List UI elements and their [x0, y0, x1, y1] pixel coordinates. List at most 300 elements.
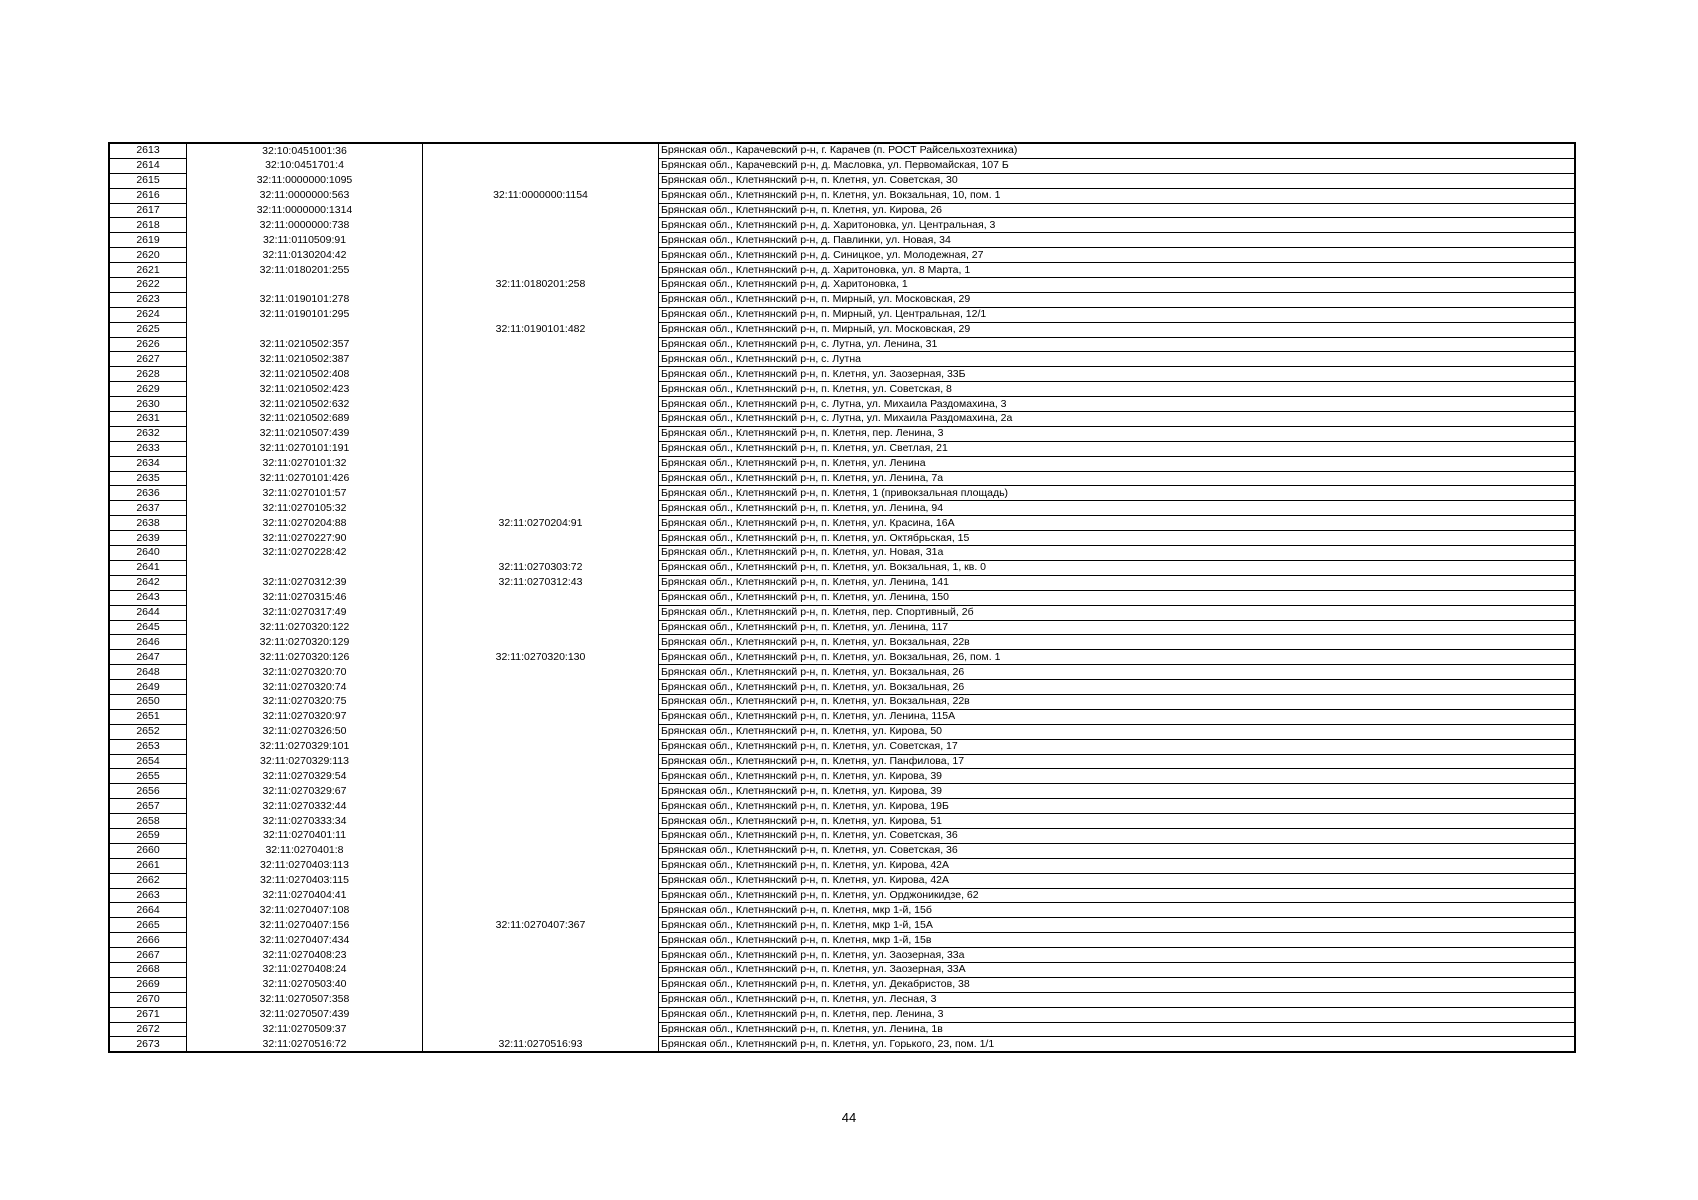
row-number-cell: 2661: [110, 858, 187, 873]
table-row: [110, 828, 1575, 843]
linked-cadastral-number-cell: [423, 397, 659, 412]
row-number-cell: 2643: [110, 590, 187, 605]
row-number-cell: 2625: [110, 322, 187, 337]
linked-cadastral-number-cell: [423, 962, 659, 977]
address-cell: Брянская обл., Клетнянский р-н, п. Мирный, ул. Московская, 29: [659, 292, 1575, 307]
table-row: [110, 769, 1575, 784]
linked-cadastral-number-cell: [423, 888, 659, 903]
row-number-cell: 2634: [110, 456, 187, 471]
row-number-cell: 2669: [110, 977, 187, 992]
cadastral-number-cell: 32:11:0270507:358: [187, 992, 423, 1007]
table-row: [110, 263, 1575, 278]
row-number-cell: 2654: [110, 754, 187, 769]
address-cell: Брянская обл., Клетнянский р-н, п. Клетня, ул. Ленина, 94: [659, 501, 1575, 516]
table-row: [110, 888, 1575, 903]
address-cell: Брянская обл., Клетнянский р-н, п. Клетня, ул. Ленина, 115А: [659, 709, 1575, 724]
linked-cadastral-number-cell: [423, 203, 659, 218]
address-cell: Брянская обл., Клетнянский р-н, п. Клетня, ул. Советская, 17: [659, 739, 1575, 754]
row-number-cell: 2639: [110, 531, 187, 546]
cadastral-number-cell: 32:11:0210502:357: [187, 337, 423, 352]
address-cell: Брянская обл., Клетнянский р-н, п. Клетня, ул. Декабристов, 38: [659, 977, 1575, 992]
table-row: [110, 873, 1575, 888]
linked-cadastral-number-cell: [423, 1007, 659, 1022]
row-number-cell: 2628: [110, 367, 187, 382]
address-cell: Брянская обл., Клетнянский р-н, п. Клетня, пер. Ленина, 3: [659, 1007, 1575, 1022]
table-row: [110, 903, 1575, 918]
linked-cadastral-number-cell: 32:11:0270204:91: [423, 516, 659, 531]
linked-cadastral-number-cell: [423, 248, 659, 263]
address-cell: Брянская обл., Клетнянский р-н, п. Клетня, ул. Кирова, 50: [659, 724, 1575, 739]
linked-cadastral-number-cell: [423, 873, 659, 888]
address-cell: Брянская обл., Клетнянский р-н, п. Клетня, ул. Кирова, 51: [659, 814, 1575, 829]
table-row: [110, 590, 1575, 605]
table-row: [110, 1007, 1575, 1022]
cadastral-number-cell: 32:11:0270332:44: [187, 799, 423, 814]
cadastral-number-cell: 32:11:0270329:113: [187, 754, 423, 769]
row-number-cell: 2645: [110, 620, 187, 635]
cadastral-number-cell: 32:11:0210502:689: [187, 412, 423, 427]
cadastral-number-cell: 32:11:0210502:632: [187, 397, 423, 412]
address-cell: Брянская обл., Клетнянский р-н, п. Клетня, ул. Заозерная, 33Б: [659, 367, 1575, 382]
cadastral-number-cell: 32:10:0451701:4: [187, 158, 423, 173]
table-row: [110, 680, 1575, 695]
address-cell: Брянская обл., Клетнянский р-н, п. Клетня, ул. Советская, 8: [659, 382, 1575, 397]
table-row: [110, 322, 1575, 337]
table-row: [110, 858, 1575, 873]
table-row: [110, 307, 1575, 322]
table-row: [110, 560, 1575, 575]
cadastral-number-cell: 32:11:0270333:34: [187, 814, 423, 829]
table-row: [110, 337, 1575, 352]
row-number-cell: 2671: [110, 1007, 187, 1022]
linked-cadastral-number-cell: [423, 1022, 659, 1037]
table-row: [110, 501, 1575, 516]
table-row: [110, 188, 1575, 203]
address-cell: Брянская обл., Клетнянский р-н, п. Клетня, ул. Вокзальная, 1, кв. 0: [659, 560, 1575, 575]
cadastral-number-cell: 32:11:0110509:91: [187, 233, 423, 248]
cadastral-number-cell: 32:11:0270407:434: [187, 933, 423, 948]
address-cell: Брянская обл., Клетнянский р-н, п. Клетня, ул. Заозерная, 33а: [659, 948, 1575, 963]
cadastral-number-cell: 32:11:0270320:70: [187, 665, 423, 680]
address-cell: Брянская обл., Клетнянский р-н, п. Клетня, ул. Октябрьская, 15: [659, 531, 1575, 546]
cadastral-number-cell: 32:11:0190101:295: [187, 307, 423, 322]
row-number-cell: 2660: [110, 843, 187, 858]
row-number-cell: 2630: [110, 397, 187, 412]
address-cell: Брянская обл., Клетнянский р-н, п. Клетня, ул. Горького, 23, пом. 1/1: [659, 1037, 1575, 1052]
linked-cadastral-number-cell: [423, 352, 659, 367]
cadastral-number-cell: 32:11:0270317:49: [187, 605, 423, 620]
row-number-cell: 2657: [110, 799, 187, 814]
table-row: [110, 486, 1575, 501]
cadastral-number-cell: 32:11:0000000:738: [187, 218, 423, 233]
table-row: [110, 144, 1575, 159]
cadastral-number-cell: 32:11:0130204:42: [187, 248, 423, 263]
address-cell: Брянская обл., Клетнянский р-н, с. Лутна, ул. Ленина, 31: [659, 337, 1575, 352]
linked-cadastral-number-cell: [423, 903, 659, 918]
address-cell: Брянская обл., Клетнянский р-н, п. Мирный, ул. Московская, 29: [659, 322, 1575, 337]
table-row: [110, 605, 1575, 620]
table-row: [110, 799, 1575, 814]
cadastral-number-cell: 32:11:0270204:88: [187, 516, 423, 531]
cadastral-number-cell: 32:11:0270320:74: [187, 680, 423, 695]
cadastral-number-cell: 32:11:0270326:50: [187, 724, 423, 739]
address-cell: Брянская обл., Клетнянский р-н, п. Клетня, ул. Кирова, 26: [659, 203, 1575, 218]
linked-cadastral-number-cell: [423, 680, 659, 695]
table-row: [110, 471, 1575, 486]
row-number-cell: 2635: [110, 471, 187, 486]
cadastral-number-cell: 32:11:0270101:191: [187, 441, 423, 456]
address-cell: Брянская обл., Клетнянский р-н, п. Клетня, ул. Вокзальная, 22в: [659, 635, 1575, 650]
table-row: [110, 709, 1575, 724]
address-cell: Брянская обл., Клетнянский р-н, п. Клетня, мкр 1-й, 15в: [659, 933, 1575, 948]
table-row: [110, 665, 1575, 680]
address-cell: Брянская обл., Клетнянский р-н, п. Клетня, ул. Советская, 36: [659, 843, 1575, 858]
registry-table: [109, 143, 1575, 1052]
row-number-cell: 2647: [110, 650, 187, 665]
table-row: [110, 531, 1575, 546]
table-row: [110, 977, 1575, 992]
row-number-cell: 2650: [110, 694, 187, 709]
cadastral-number-cell: [187, 278, 423, 293]
row-number-cell: 2618: [110, 218, 187, 233]
linked-cadastral-number-cell: [423, 709, 659, 724]
cadastral-number-cell: 32:11:0270320:122: [187, 620, 423, 635]
cadastral-number-cell: [187, 560, 423, 575]
row-number-cell: 2655: [110, 769, 187, 784]
cadastral-number-cell: 32:11:0270320:126: [187, 650, 423, 665]
table-row: [110, 814, 1575, 829]
table-row: [110, 635, 1575, 650]
linked-cadastral-number-cell: [423, 307, 659, 322]
row-number-cell: 2621: [110, 263, 187, 278]
address-cell: Брянская обл., Клетнянский р-н, д. Харитоновка, 1: [659, 278, 1575, 293]
linked-cadastral-number-cell: 32:11:0270303:72: [423, 560, 659, 575]
address-cell: Брянская обл., Клетнянский р-н, п. Клетня, ул. Заозерная, 33А: [659, 962, 1575, 977]
row-number-cell: 2638: [110, 516, 187, 531]
cadastral-number-cell: 32:11:0270105:32: [187, 501, 423, 516]
linked-cadastral-number-cell: [423, 799, 659, 814]
address-cell: Брянская обл., Клетнянский р-н, п. Клетня, ул. Светлая, 21: [659, 441, 1575, 456]
table-row: [110, 739, 1575, 754]
registry-table-body: [110, 144, 1575, 1052]
cadastral-number-cell: 32:11:0190101:278: [187, 292, 423, 307]
table-row: [110, 784, 1575, 799]
address-cell: Брянская обл., Клетнянский р-н, д. Харитоновка, ул. Центральная, 3: [659, 218, 1575, 233]
address-cell: Брянская обл., Клетнянский р-н, п. Клетня, ул. Орджоникидзе, 62: [659, 888, 1575, 903]
cadastral-number-cell: 32:11:0270320:97: [187, 709, 423, 724]
address-cell: Брянская обл., Клетнянский р-н, п. Клетня, ул. Вокзальная, 10, пом. 1: [659, 188, 1575, 203]
cadastral-number-cell: 32:11:0210507:439: [187, 426, 423, 441]
table-row: [110, 158, 1575, 173]
row-number-cell: 2642: [110, 575, 187, 590]
linked-cadastral-number-cell: [423, 158, 659, 173]
address-cell: Брянская обл., Клетнянский р-н, п. Клетня, ул. Ленина, 1в: [659, 1022, 1575, 1037]
linked-cadastral-number-cell: 32:11:0190101:482: [423, 322, 659, 337]
linked-cadastral-number-cell: [423, 456, 659, 471]
cadastral-number-cell: 32:11:0270101:57: [187, 486, 423, 501]
row-number-cell: 2648: [110, 665, 187, 680]
row-number-cell: 2670: [110, 992, 187, 1007]
table-row: [110, 754, 1575, 769]
table-row: [110, 397, 1575, 412]
linked-cadastral-number-cell: [423, 233, 659, 248]
linked-cadastral-number-cell: [423, 486, 659, 501]
table-row: [110, 233, 1575, 248]
address-cell: Брянская обл., Клетнянский р-н, с. Лутна, ул. Михаила Раздомахина, 3: [659, 397, 1575, 412]
cadastral-number-cell: 32:11:0270408:23: [187, 948, 423, 963]
row-number-cell: 2631: [110, 412, 187, 427]
table-row: [110, 382, 1575, 397]
cadastral-number-cell: 32:11:0270101:426: [187, 471, 423, 486]
address-cell: Брянская обл., Клетнянский р-н, д. Харитоновка, ул. 8 Марта, 1: [659, 263, 1575, 278]
row-number-cell: 2672: [110, 1022, 187, 1037]
linked-cadastral-number-cell: [423, 948, 659, 963]
address-cell: Брянская обл., Клетнянский р-н, п. Клетня, ул. Советская, 30: [659, 173, 1575, 188]
cadastral-number-cell: 32:11:0270401:8: [187, 843, 423, 858]
table-row: [110, 412, 1575, 427]
row-number-cell: 2633: [110, 441, 187, 456]
cadastral-number-cell: 32:11:0270408:24: [187, 962, 423, 977]
linked-cadastral-number-cell: 32:11:0270320:130: [423, 650, 659, 665]
row-number-cell: 2615: [110, 173, 187, 188]
linked-cadastral-number-cell: [423, 843, 659, 858]
row-number-cell: 2663: [110, 888, 187, 903]
row-number-cell: 2644: [110, 605, 187, 620]
linked-cadastral-number-cell: [423, 471, 659, 486]
cadastral-number-cell: 32:11:0270516:72: [187, 1037, 423, 1052]
address-cell: Брянская обл., Клетнянский р-н, п. Клетня, ул. Вокзальная, 26: [659, 680, 1575, 695]
cadastral-number-cell: 32:11:0270407:156: [187, 918, 423, 933]
linked-cadastral-number-cell: [423, 426, 659, 441]
cadastral-number-cell: 32:11:0210502:408: [187, 367, 423, 382]
table-row: [110, 694, 1575, 709]
table-row: [110, 426, 1575, 441]
address-cell: Брянская обл., Клетнянский р-н, п. Клетня, ул. Вокзальная, 26, пом. 1: [659, 650, 1575, 665]
row-number-cell: 2623: [110, 292, 187, 307]
row-number-cell: 2653: [110, 739, 187, 754]
linked-cadastral-number-cell: [423, 828, 659, 843]
cadastral-number-cell: 32:11:0270329:101: [187, 739, 423, 754]
cadastral-number-cell: 32:11:0000000:563: [187, 188, 423, 203]
address-cell: Брянская обл., Клетнянский р-н, п. Клетня, ул. Кирова, 42А: [659, 873, 1575, 888]
cadastral-number-cell: 32:11:0000000:1095: [187, 173, 423, 188]
address-cell: Брянская обл., Клетнянский р-н, п. Клетня, ул. Лесная, 3: [659, 992, 1575, 1007]
linked-cadastral-number-cell: [423, 620, 659, 635]
linked-cadastral-number-cell: [423, 665, 659, 680]
table-row: [110, 292, 1575, 307]
linked-cadastral-number-cell: 32:11:0180201:258: [423, 278, 659, 293]
table-row: [110, 992, 1575, 1007]
linked-cadastral-number-cell: [423, 367, 659, 382]
row-number-cell: 2632: [110, 426, 187, 441]
row-number-cell: 2619: [110, 233, 187, 248]
linked-cadastral-number-cell: [423, 531, 659, 546]
table-row: [110, 278, 1575, 293]
table-row: [110, 546, 1575, 561]
address-cell: Брянская обл., Клетнянский р-н, п. Клетня, ул. Кирова, 39: [659, 769, 1575, 784]
address-cell: Брянская обл., Клетнянский р-н, п. Клетня, ул. Вокзальная, 26: [659, 665, 1575, 680]
cadastral-number-cell: 32:11:0270509:37: [187, 1022, 423, 1037]
linked-cadastral-number-cell: 32:11:0000000:1154: [423, 188, 659, 203]
row-number-cell: 2652: [110, 724, 187, 739]
address-cell: Брянская обл., Клетнянский р-н, д. Синицкое, ул. Молодежная, 27: [659, 248, 1575, 263]
row-number-cell: 2637: [110, 501, 187, 516]
linked-cadastral-number-cell: [423, 144, 659, 159]
cadastral-number-cell: 32:11:0270407:108: [187, 903, 423, 918]
address-cell: Брянская обл., Клетнянский р-н, п. Клетня, ул. Кирова, 42А: [659, 858, 1575, 873]
table-row: [110, 218, 1575, 233]
linked-cadastral-number-cell: [423, 605, 659, 620]
linked-cadastral-number-cell: [423, 858, 659, 873]
address-cell: Брянская обл., Клетнянский р-н, п. Клетня, ул. Кирова, 19Б: [659, 799, 1575, 814]
linked-cadastral-number-cell: [423, 724, 659, 739]
address-cell: Брянская обл., Клетнянский р-н, п. Клетня, ул. Ленина, 7а: [659, 471, 1575, 486]
table-row: [110, 1022, 1575, 1037]
address-cell: Брянская обл., Клетнянский р-н, п. Клетня, мкр 1-й, 15А: [659, 918, 1575, 933]
linked-cadastral-number-cell: [423, 501, 659, 516]
address-cell: Брянская обл., Клетнянский р-н, п. Клетня, ул. Советская, 36: [659, 828, 1575, 843]
table-row: [110, 1037, 1575, 1052]
cadastral-number-cell: 32:11:0180201:255: [187, 263, 423, 278]
linked-cadastral-number-cell: [423, 382, 659, 397]
linked-cadastral-number-cell: [423, 814, 659, 829]
row-number-cell: 2620: [110, 248, 187, 263]
linked-cadastral-number-cell: [423, 441, 659, 456]
cadastral-number-cell: 32:11:0270101:32: [187, 456, 423, 471]
row-number-cell: 2624: [110, 307, 187, 322]
cadastral-number-cell: 32:11:0270503:40: [187, 977, 423, 992]
linked-cadastral-number-cell: [423, 590, 659, 605]
linked-cadastral-number-cell: 32:11:0270516:93: [423, 1037, 659, 1052]
address-cell: Брянская обл., Клетнянский р-н, п. Клетня, пер. Спортивный, 2б: [659, 605, 1575, 620]
linked-cadastral-number-cell: [423, 292, 659, 307]
linked-cadastral-number-cell: [423, 784, 659, 799]
table-row: [110, 248, 1575, 263]
row-number-cell: 2636: [110, 486, 187, 501]
address-cell: Брянская обл., Карачевский р-н, г. Карачев (п. РОСТ Райсельхозтехника): [659, 144, 1575, 159]
linked-cadastral-number-cell: [423, 263, 659, 278]
cadastral-number-cell: [187, 322, 423, 337]
cadastral-number-cell: 32:11:0210502:387: [187, 352, 423, 367]
address-cell: Брянская обл., Клетнянский р-н, п. Клетня, ул. Кирова, 39: [659, 784, 1575, 799]
table-row: [110, 843, 1575, 858]
cadastral-number-cell: 32:11:0270228:42: [187, 546, 423, 561]
cadastral-number-cell: 32:11:0270315:46: [187, 590, 423, 605]
table-row: [110, 918, 1575, 933]
cadastral-number-cell: 32:10:0451001:36: [187, 144, 423, 159]
cadastral-number-cell: 32:11:0270320:129: [187, 635, 423, 650]
row-number-cell: 2666: [110, 933, 187, 948]
row-number-cell: 2616: [110, 188, 187, 203]
cadastral-number-cell: 32:11:0270227:90: [187, 531, 423, 546]
linked-cadastral-number-cell: [423, 694, 659, 709]
table-row: [110, 948, 1575, 963]
table-row: [110, 575, 1575, 590]
linked-cadastral-number-cell: [423, 412, 659, 427]
linked-cadastral-number-cell: [423, 754, 659, 769]
row-number-cell: 2668: [110, 962, 187, 977]
row-number-cell: 2662: [110, 873, 187, 888]
table-row: [110, 173, 1575, 188]
linked-cadastral-number-cell: [423, 977, 659, 992]
table-row: [110, 203, 1575, 218]
address-cell: Брянская обл., Клетнянский р-н, п. Клетня, ул. Ленина, 117: [659, 620, 1575, 635]
cadastral-number-cell: 32:11:0210502:423: [187, 382, 423, 397]
table-row: [110, 933, 1575, 948]
address-cell: Брянская обл., Карачевский р-н, д. Масловка, ул. Первомайская, 107 Б: [659, 158, 1575, 173]
cadastral-number-cell: 32:11:0270329:67: [187, 784, 423, 799]
page-number: 44: [841, 1110, 857, 1125]
row-number-cell: 2646: [110, 635, 187, 650]
table-row: [110, 441, 1575, 456]
row-number-cell: 2626: [110, 337, 187, 352]
address-cell: Брянская обл., Клетнянский р-н, с. Лутна: [659, 352, 1575, 367]
row-number-cell: 2613: [110, 144, 187, 159]
row-number-cell: 2658: [110, 814, 187, 829]
linked-cadastral-number-cell: [423, 546, 659, 561]
row-number-cell: 2617: [110, 203, 187, 218]
row-number-cell: 2656: [110, 784, 187, 799]
row-number-cell: 2622: [110, 278, 187, 293]
cadastral-number-cell: 32:11:0270507:439: [187, 1007, 423, 1022]
row-number-cell: 2649: [110, 680, 187, 695]
table-row: [110, 367, 1575, 382]
cadastral-number-cell: 32:11:0000000:1314: [187, 203, 423, 218]
address-cell: Брянская обл., Клетнянский р-н, п. Клетня, ул. Ленина, 150: [659, 590, 1575, 605]
address-cell: Брянская обл., Клетнянский р-н, п. Мирный, ул. Центральная, 12/1: [659, 307, 1575, 322]
table-row: [110, 352, 1575, 367]
linked-cadastral-number-cell: [423, 769, 659, 784]
row-number-cell: 2659: [110, 828, 187, 843]
address-cell: Брянская обл., Клетнянский р-н, д. Павлинки, ул. Новая, 34: [659, 233, 1575, 248]
row-number-cell: 2640: [110, 546, 187, 561]
row-number-cell: 2667: [110, 948, 187, 963]
row-number-cell: 2627: [110, 352, 187, 367]
row-number-cell: 2673: [110, 1037, 187, 1052]
linked-cadastral-number-cell: 32:11:0270407:367: [423, 918, 659, 933]
row-number-cell: 2641: [110, 560, 187, 575]
address-cell: Брянская обл., Клетнянский р-н, п. Клетня, 1 (привокзальная площадь): [659, 486, 1575, 501]
cadastral-number-cell: 32:11:0270404:41: [187, 888, 423, 903]
cadastral-number-cell: 32:11:0270403:113: [187, 858, 423, 873]
row-number-cell: 2665: [110, 918, 187, 933]
linked-cadastral-number-cell: 32:11:0270312:43: [423, 575, 659, 590]
linked-cadastral-number-cell: [423, 635, 659, 650]
cadastral-number-cell: 32:11:0270401:11: [187, 828, 423, 843]
address-cell: Брянская обл., Клетнянский р-н, п. Клетня, ул. Новая, 31а: [659, 546, 1575, 561]
row-number-cell: 2629: [110, 382, 187, 397]
address-cell: Брянская обл., Клетнянский р-н, п. Клетня, пер. Ленина, 3: [659, 426, 1575, 441]
linked-cadastral-number-cell: [423, 933, 659, 948]
table-row: [110, 650, 1575, 665]
table-row: [110, 962, 1575, 977]
row-number-cell: 2614: [110, 158, 187, 173]
address-cell: Брянская обл., Клетнянский р-н, п. Клетня, ул. Красина, 16А: [659, 516, 1575, 531]
linked-cadastral-number-cell: [423, 739, 659, 754]
address-cell: Брянская обл., Клетнянский р-н, п. Клетня, ул. Ленина: [659, 456, 1575, 471]
address-cell: Брянская обл., Клетнянский р-н, п. Клетня, ул. Вокзальная, 22в: [659, 694, 1575, 709]
table-row: [110, 724, 1575, 739]
linked-cadastral-number-cell: [423, 337, 659, 352]
linked-cadastral-number-cell: [423, 992, 659, 1007]
cadastral-number-cell: 32:11:0270403:115: [187, 873, 423, 888]
address-cell: Брянская обл., Клетнянский р-н, с. Лутна, ул. Михаила Раздомахина, 2а: [659, 412, 1575, 427]
cadastral-number-cell: 32:11:0270312:39: [187, 575, 423, 590]
address-cell: Брянская обл., Клетнянский р-н, п. Клетня, ул. Ленина, 141: [659, 575, 1575, 590]
address-cell: Брянская обл., Клетнянский р-н, п. Клетня, мкр 1-й, 15б: [659, 903, 1575, 918]
table-row: [110, 620, 1575, 635]
cadastral-number-cell: 32:11:0270320:75: [187, 694, 423, 709]
